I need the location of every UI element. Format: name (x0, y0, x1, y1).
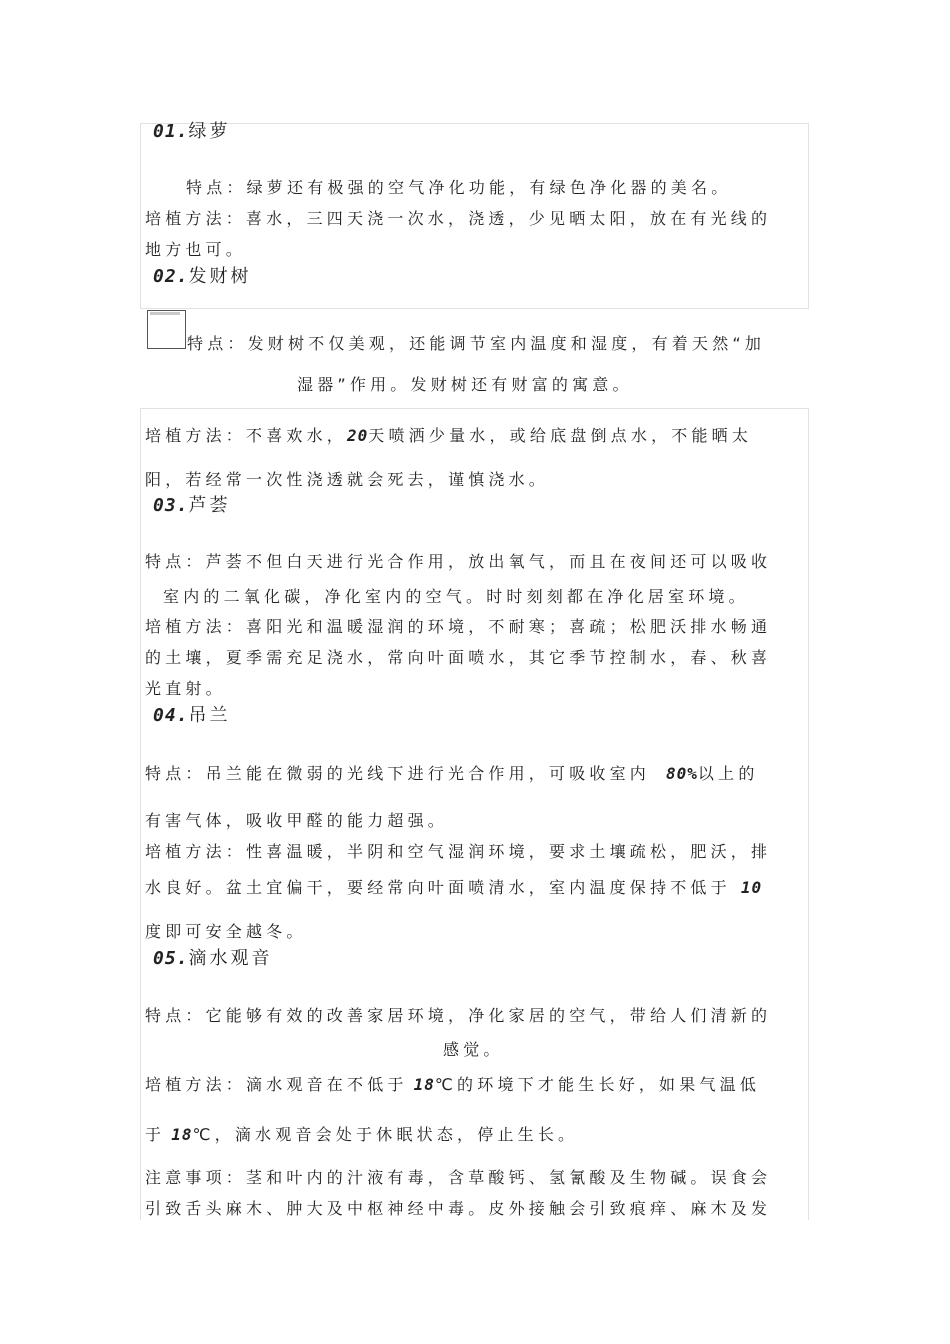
method-text: 培植方法：滴水观音在不低于 18℃的环境下才能生长好，如果气温低 (145, 1075, 761, 1094)
section-title: 绿萝 (188, 121, 231, 142)
section-title: 芦荟 (188, 495, 231, 516)
section-number: 02. (153, 266, 189, 287)
section-number: 04. (153, 705, 189, 726)
method-text: 水良好。盆土宜偏干，要经常向叶面喷清水，室内温度保持不低于 10 (145, 878, 763, 897)
feature-text: 有害气体，吸收甲醛的能力超强。 (145, 811, 449, 830)
feature-text: 感觉。 (443, 1040, 504, 1059)
feature-text: 特点：绿萝还有极强的空气净化功能，有绿色净化器的美名。 (186, 178, 732, 197)
feature-text: 室内的二氧化碳，净化室内的空气。时时刻刻都在净化居室环境。 (163, 587, 749, 606)
note-text: 引致舌头麻木、肿大及中枢神经中毒。皮外接触会引致痕痒、麻木及发 (145, 1199, 772, 1218)
feature-text: 特点：芦荟不但白天进行光合作用，放出氧气，而且在夜间还可以吸收 (145, 552, 772, 571)
note-text: 注意事项：茎和叶内的汁液有毒，含草酸钙、氢氰酸及生物碱。误食会 (145, 1168, 772, 1187)
method-text: 地方也可。 (145, 240, 247, 259)
section-number: 05. (153, 948, 189, 969)
section-title: 吊兰 (188, 705, 231, 726)
section-title: 滴水观音 (188, 948, 273, 969)
feature-text: 湿器”作用。发财树还有财富的寓意。 (297, 375, 633, 394)
method-text: 培植方法：不喜欢水，20天喷洒少量水，或给底盘倒点水，不能晒太 (145, 426, 753, 445)
section-heading-05 (153, 948, 273, 970)
method-text: 培植方法：喜水，三四天浇一次水，浇透，少见晒太阳，放在有光线的 (145, 209, 772, 228)
section-heading-01 (153, 121, 231, 143)
method-text: 度即可安全越冬。 (145, 922, 307, 941)
method-text: 培植方法：喜阳光和温暖湿润的环境，不耐寒；喜疏；松肥沃排水畅通 (145, 617, 772, 636)
section-number: 03. (153, 495, 189, 516)
method-text: 阳，若经常一次性浇透就会死去，谨慎浇水。 (145, 470, 550, 489)
method-text: 培植方法：性喜温暖，半阴和空气湿润环境，要求土壤疏松，肥沃，排 (145, 842, 772, 861)
broken-image-icon (147, 310, 186, 349)
section-number: 01. (153, 121, 189, 142)
section-title: 发财树 (188, 266, 252, 287)
feature-text: 特点：发财树不仅美观，还能调节室内温度和湿度，有着天然“加 (187, 334, 766, 353)
method-text: 的土壤，夏季需充足浇水，常向叶面喷水，其它季节控制水，春、秋喜 (145, 648, 772, 667)
method-text: 于 18℃，滴水观音会处于休眠状态，停止生长。 (145, 1125, 579, 1144)
feature-text: 特点：它能够有效的改善家居环境，净化家居的空气，带给人们清新的 (145, 1006, 772, 1025)
method-text: 光直射。 (145, 679, 226, 698)
section-heading-04 (153, 705, 231, 727)
section-heading-02 (153, 266, 252, 288)
feature-text: 特点：吊兰能在微弱的光线下进行光合作用，可吸收室内 80%以上的 (145, 764, 759, 783)
section-heading-03 (153, 495, 231, 517)
